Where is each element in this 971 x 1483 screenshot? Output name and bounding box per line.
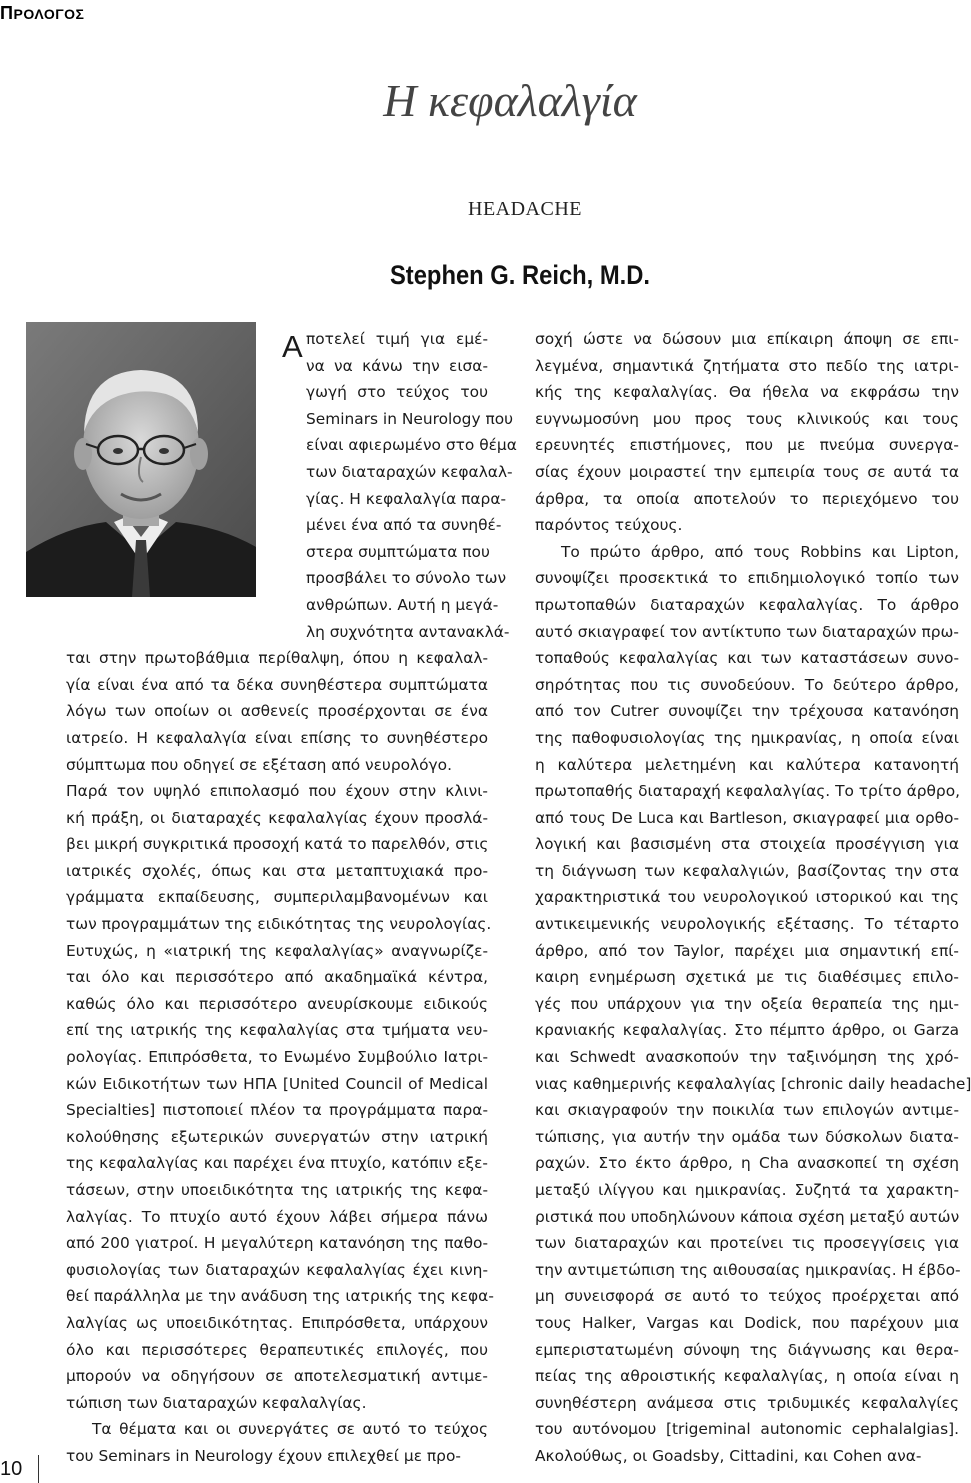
text-line: όλο και περισσότερες θεραπευτικές επιλογές, που: [66, 1340, 488, 1359]
text-line: της παθοφυσιολογίας της ημικρανίας, η οποία είναι: [535, 728, 959, 747]
text-line: άρθρο, από τον Taylor, παρέχει μια σημαντική επί-: [535, 941, 959, 960]
text-line: των διαταραχών και προτείνει τις προσεγγίσεις για: [535, 1234, 959, 1253]
left-text-column: [66, 326, 517, 1470]
page-number: 10: [0, 1458, 23, 1480]
text-line: μη συνεισφορά σε αυτό το τεύχος προέρχεται από: [535, 1287, 959, 1306]
text-line: κή πράξη, οι διαταραχές κεφαλαλγίας έχουν προσλά-: [66, 808, 488, 827]
text-line: και Schwedt ανασκοπούν την ταξινόμηση της χρό-: [535, 1048, 959, 1067]
text-line: σύμπτωμα που οδηγεί σε εξέταση από νευρολόγο.: [66, 755, 452, 774]
text-line: μεταξύ ιλίγγου και ημικρανίας. Συζητά τα χαρακτη-: [535, 1181, 959, 1199]
text-line: είναι αφιερωμένο στο θέμα: [306, 436, 517, 455]
text-line: επί της ιατρικής της κεφαλαλγίας στα τμήματα νευ-: [66, 1021, 488, 1040]
text-line: ριστικά που υποδηλώνουν κάποια σχέση μεταξύ αυτών: [535, 1207, 960, 1226]
text-line: ανθρώπων. Αυτή η μεγά-: [306, 595, 499, 614]
text-line: Seminars in Neurology που: [306, 409, 514, 428]
text-line: Ευτυχώς, η «ιατρική της κεφαλαλγίας» αναγνωρίζε-: [66, 941, 488, 960]
text-line: των προγραμμάτων της ειδικότητας της νευρολογίας.: [66, 915, 492, 934]
text-line: Ακολούθως, οι Goadsby, Cittadini, και Cohen ανα-: [535, 1446, 922, 1465]
text-line: αντικειμενικής νευρολογικής εξέτασης. Το τέταρτο: [535, 915, 959, 934]
text-line: και σκιαγραφούν την ποικιλία των επιλογών αντιμε-: [535, 1101, 959, 1120]
text-line: τώπισης, για αυτήν την ομάδα των δύσκολων διατα-: [535, 1127, 959, 1146]
text-line: του Seminars in Neurology έχουν επιλεχθεί με προ-: [66, 1446, 461, 1465]
author-name: Stephen G. Reich, M.D.: [389, 260, 651, 290]
right-text-column: [535, 326, 971, 1470]
text-line: καθώς όλο και περισσότερο ανευρίσκουμε ειδικούς: [66, 994, 488, 1013]
text-line: σηρότητας που τις συνοδεύουν. Το δεύτερο άρθρο,: [535, 675, 959, 694]
text-line: τάσεων, στην υποειδικότητα της ιατρικής της κεφα-: [66, 1181, 488, 1199]
text-line: μπορούν να οδηγήσουν σε αποτελεσματική αντιμε-: [66, 1367, 488, 1386]
text-line: γίας. Η κεφαλαλγία παρα-: [306, 489, 507, 508]
section-label: [0, 0, 100, 26]
text-line: νιας καθημερινής κεφαλαλγίας [chronic daily headache]: [535, 1074, 971, 1093]
text-line: να να κάνω την εισα-: [306, 356, 488, 375]
text-line: λαλγίας. Το πτυχίο αυτό έχουν λάβει σήμερα πάνω: [66, 1207, 488, 1226]
text-line: του αυτόνομου [trigeminal autonomic cephalalgias].: [535, 1420, 959, 1439]
text-line: λαλγίας ως υποειδικότητας. Επιπρόσθετα, υπάρχουν: [66, 1313, 488, 1332]
text-line: Το πρώτο άρθρο, από τους Robbins και Lipton,: [561, 542, 959, 561]
text-line: ευγνωμοσύνη μου προς τους κλινικούς και τους: [535, 409, 959, 428]
text-line: αυτό σκιαγραφεί τον αντίκτυπο των διαταραχών πρω-: [535, 622, 959, 641]
text-line: κών Ειδικοτήτων των ΗΠΑ [United Council of Medical: [66, 1074, 488, 1093]
section-label-rest: ΡΟΛΟΓΟΣ: [13, 6, 85, 22]
text-line: μένει ένα από τα συνηθέ-: [306, 516, 502, 535]
text-line: ιατρικές σχολές, όπως και στα μεταπτυχιακά προ-: [66, 861, 488, 880]
text-line: Τα θέματα και οι συνεργάτες σε αυτό το τεύχος: [92, 1420, 488, 1439]
text-line: πείας της αθροιστικής κεφαλαλγίας, η οποία είναι η: [535, 1367, 959, 1386]
text-line: βει μικρή συγκριτικά προσοχή κατά το παρελθόν, στις: [66, 835, 489, 854]
text-line: φυσιολογίας των διαταραχών κεφαλαλγίας έχει κινη-: [66, 1260, 488, 1279]
text-line: λόγω των οποίων οι ασθενείς προσέρχονται σε ένα: [66, 702, 488, 721]
text-line: των διαταραχών κεφαλαλ-: [306, 462, 513, 481]
text-line: πρωτοπαθών διαταραχών κεφαλαλγίας. Το άρθρο: [535, 595, 959, 614]
page-subtitle: HEADACHE: [468, 198, 582, 220]
text-line: από 200 γιατροί. Η μεγαλύτερη κατανόηση της παθο-: [66, 1234, 488, 1253]
drop-cap: Α: [282, 329, 303, 364]
text-line: προσβάλει το σύνολο των: [306, 569, 507, 588]
section-label-initial: Π: [0, 3, 14, 23]
text-line: την αντιμετώπιση της αιθουσαίας ημικρανίας. Η έβδο-: [535, 1260, 961, 1279]
page-title: Η κεφαλαλγία: [383, 75, 637, 126]
text-line: ται στην πρωτοβάθμια περίθαλψη, όπου η κεφαλαλ-: [66, 649, 488, 668]
text-line: σοχή ώστε να δώσουν μια επίκαιρη άποψη σε επι-: [535, 330, 959, 348]
text-line: καιρη ενημέρωση σχετικά με τις διαθέσιμες επιλο-: [535, 968, 959, 987]
text-line: χαρακτηριστικά του νευρολογικού ιστορικού και της: [535, 888, 959, 907]
text-line: λογική και βασισμένη στα στοιχεία προσέγγιση για: [535, 835, 959, 854]
text-line: Specialties] πιστοποιεί πλέον τα προγράμματα παρα-: [66, 1101, 488, 1120]
text-line: τη διάγνωση των κεφαλαλγιών, βασίζοντας την στα: [535, 861, 959, 880]
text-line: στερα συμπτώματα που: [306, 542, 490, 561]
text-line: παρόντος τεύχους.: [535, 516, 683, 535]
text-line: εμπεριστατωμένη σύνοψη της διάγνωσης και θερα-: [535, 1340, 959, 1359]
text-line: από τον Cutrer συνοψίζει την τρέχουσα κατανόηση: [535, 702, 959, 721]
text-line: λη συχνότητα αντανακλά-: [306, 622, 510, 641]
text-line: ποτελεί τιμή για εμέ-: [306, 330, 488, 348]
text-line: σίας έχουν μοιραστεί την εμπειρία τους σε αυτά τα: [535, 462, 959, 481]
text-line: κής της κεφαλαλγίας. Θα ήθελα να εκφράσω την: [535, 383, 959, 402]
text-line: γωγή στο τεύχος του: [306, 383, 488, 402]
text-line: γράμματα εκπαίδευσης, συμπεριλαμβανομένων και: [66, 888, 488, 907]
text-line: ιατρείο. Η κεφαλαλγία είναι επίσης το συνηθέστερο: [66, 728, 488, 747]
text-line: πρωτοπαθής διαταραχή κεφαλαλγίας. Το τρίτο άρθρο,: [535, 782, 961, 801]
text-line: κολούθησης εξωτερικών συνεργατών στην ιατρική: [66, 1127, 488, 1146]
text-line: συνοψίζει προσεκτικά το επιδημιολογικό τοπίο των: [535, 569, 959, 588]
text-line: Παρά τον υψηλό επιπολασμό που έχουν στην κλινι-: [66, 782, 488, 801]
text-line: τώπιση των διαταραχών κεφαλαλγίας.: [66, 1393, 367, 1412]
text-line: ερευνητές επιστήμονες, που με πνεύμα συνεργα-: [535, 436, 959, 455]
text-line: ραχών. Στο έκτο άρθρο, η Cha ανασκοπεί τη σχέση: [535, 1154, 959, 1173]
text-line: ρολογίας. Επιπρόσθετα, το Ενωμένο Συμβούλιο Ιατρι-: [66, 1048, 488, 1067]
text-line: άρθρα, τα οποία αποτελούν το περιεχόμενο του: [535, 489, 959, 508]
text-line: τους Halker, Vargas και Dodick, που παρέχουν μια: [535, 1313, 959, 1332]
text-line: από τους De Luca και Bartleson, σκιαγραφεί μια ορθο-: [535, 808, 959, 827]
text-line: θεί παράλληλα με την ανάδυση της ιατρικής της κεφα-: [66, 1287, 494, 1306]
text-line: ται όλο και περισσότερο από ακαδημαϊκά κέντρα,: [66, 968, 488, 987]
text-line: τοπαθούς κεφαλαλγίας και των καταστάσεων συνο-: [535, 649, 959, 668]
text-line: γία είναι ένα από τα δέκα συνηθέστερα συμπτώματα: [66, 675, 488, 694]
text-line: η καλύτερα μελετημένη και καλύτερα κατανοητή: [535, 755, 959, 774]
text-line: συνηθέστερη ανάμεσα στις τριδυμικές κεφαλαλγίες: [535, 1393, 959, 1412]
text-line: λεγμένα, σημαντικά ζητήματα στο πεδίο της ιατρι-: [535, 356, 959, 375]
page-number-rule: [38, 1455, 39, 1483]
text-line: της κεφαλαλγίας και παρέχει ένα πτυχίο, κατόπιν εξε-: [66, 1154, 488, 1173]
text-line: κρανιακής κεφαλαλγίας. Στο πέμπτο άρθρο, οι Garza: [535, 1021, 959, 1040]
text-line: γές που υπάρχουν για την οξεία θεραπεία της ημι-: [535, 994, 959, 1013]
